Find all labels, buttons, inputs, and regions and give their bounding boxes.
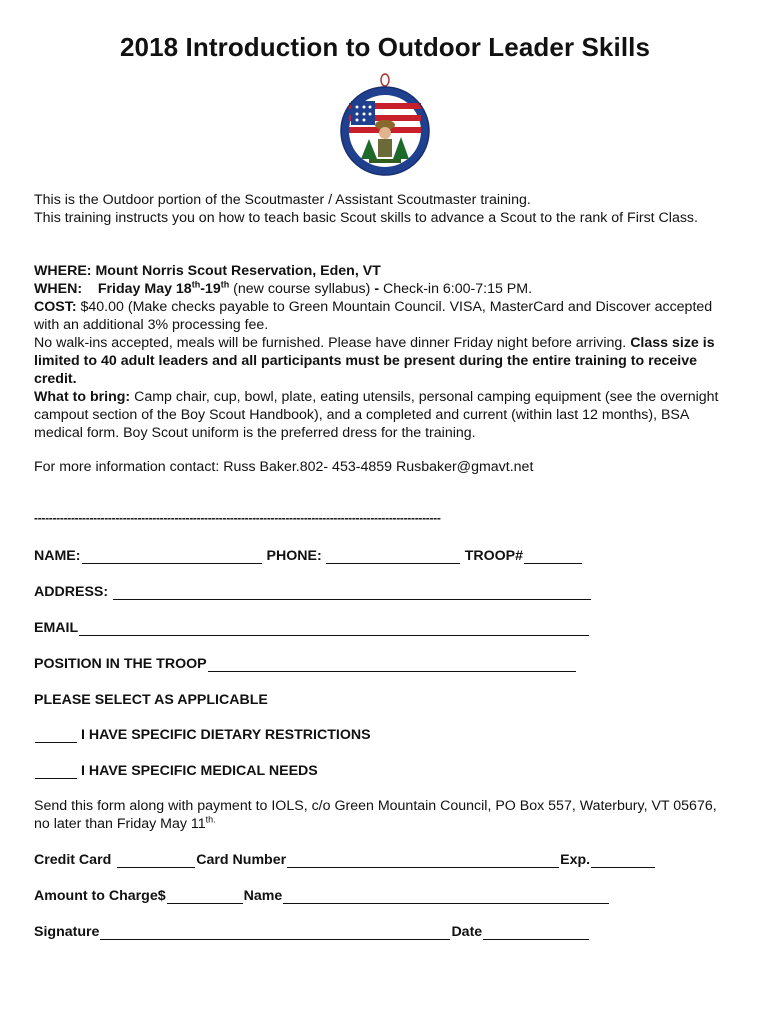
- address-field[interactable]: [113, 585, 591, 600]
- when-dash: -: [374, 281, 383, 297]
- signature-row: [34, 922, 590, 940]
- phone-label: PHONE:: [266, 548, 322, 564]
- date-label: Date: [451, 924, 483, 940]
- send-sup: th.: [205, 814, 216, 825]
- date-field[interactable]: [483, 925, 589, 940]
- signature-field[interactable]: [100, 925, 450, 940]
- intro-text: [34, 191, 734, 227]
- name2-label: Name: [243, 888, 283, 904]
- card-number-label: Card Number: [196, 852, 287, 868]
- when-date-b: -19: [200, 281, 221, 297]
- send-instructions: [34, 797, 734, 833]
- select-heading: PLEASE SELECT AS APPLICABLE: [34, 692, 268, 708]
- signature-label: Signature: [34, 924, 100, 940]
- page-title: 2018 Introduction to Outdoor Leader Skills: [119, 32, 651, 62]
- phone-field[interactable]: [326, 549, 460, 564]
- email-label: EMAIL: [34, 620, 79, 636]
- credit-card-row: [34, 850, 656, 868]
- when-date-a: Friday May 18: [97, 281, 192, 297]
- card-number-field[interactable]: [287, 853, 559, 868]
- troop-label: TROOP#: [464, 548, 524, 564]
- amount-row: [34, 886, 610, 904]
- dietary-row: [34, 725, 371, 743]
- name-field[interactable]: [82, 549, 262, 564]
- walkins-text: No walk-ins accepted, meals will be furnished. Please have dinner Friday night before arriving.: [34, 335, 631, 351]
- intro-line-1: This is the Outdoor portion of the Scoutmaster / Assistant Scoutmaster training.: [34, 192, 531, 208]
- when-line: [34, 280, 739, 298]
- medical-check-field[interactable]: [35, 764, 77, 779]
- select-heading-row: [34, 690, 268, 708]
- details-section: [34, 262, 739, 442]
- position-field[interactable]: [208, 657, 576, 672]
- exp-field[interactable]: [591, 853, 655, 868]
- bring-label: What to bring:: [34, 389, 131, 405]
- cost-text: $40.00 (Make checks payable to Green Mountain Council. VISA, MasterCard and Discover accepted with an additional 3% processing fee.: [34, 299, 713, 333]
- name-phone-troop-row: [34, 546, 583, 564]
- amount-label: Amount to Charge$: [34, 888, 166, 904]
- address-row: [34, 582, 592, 600]
- when-note: (new course syllabus): [229, 281, 375, 297]
- contact-info: For more information contact: Russ Baker.802- 453-4859 Rusbaker@gmavt.net: [34, 459, 534, 475]
- when-label: WHEN:: [34, 281, 83, 297]
- credit-card-label: Credit Card: [34, 852, 112, 868]
- send-text: Send this form along with payment to IOLS, c/o Green Mountain Council, PO Box 557, Waterbury, VT 05676, no later than Friday May 11: [34, 798, 717, 832]
- walkins-line: [34, 334, 739, 388]
- medical-label: I HAVE SPECIFIC MEDICAL NEEDS: [81, 763, 318, 779]
- when-sup-b: th: [220, 279, 230, 290]
- name-label: NAME:: [34, 548, 81, 564]
- scout-patch-icon: [339, 73, 431, 177]
- dietary-check-field[interactable]: [35, 728, 77, 743]
- cut-line-divider: --------------------------------------------------------------------------------------------------------------: [34, 511, 441, 525]
- position-label: POSITION IN THE TROOP: [34, 656, 207, 672]
- where-line: WHERE: Mount Norris Scout Reservation, Eden, VT: [34, 263, 381, 279]
- email-field[interactable]: [79, 621, 589, 636]
- amount-field[interactable]: [167, 889, 243, 904]
- troop-field[interactable]: [524, 549, 582, 564]
- position-row: [34, 654, 577, 672]
- cost-label: COST:: [34, 299, 77, 315]
- dietary-label: I HAVE SPECIFIC DIETARY RESTRICTIONS: [81, 727, 371, 743]
- credit-card-type-field[interactable]: [117, 853, 195, 868]
- cardholder-name-field[interactable]: [283, 889, 609, 904]
- when-checkin: Check-in 6:00-7:15 PM.: [382, 281, 533, 297]
- exp-label: Exp.: [560, 852, 591, 868]
- when-sup-a: th: [191, 279, 201, 290]
- bring-text: Camp chair, cup, bowl, plate, eating utensils, personal camping equipment (see the overnight campout section of the Boy Scout Handbook), and a completed and current (within last 12 months), BSA medical form. Boy Scout uniform is the preferred dress for the training.: [34, 389, 719, 441]
- medical-row: [34, 761, 318, 779]
- intro-line-2: This training instructs you on how to teach basic Scout skills to advance a Scout to the rank of First Class.: [34, 210, 698, 226]
- bring-line: [34, 388, 739, 442]
- email-row: [34, 618, 590, 636]
- address-label: ADDRESS:: [34, 584, 109, 600]
- cost-line: [34, 298, 739, 334]
- class-size-text: Class size is limited to 40 adult leaders and all participants must be present during the entire training to receive credit.: [34, 335, 715, 387]
